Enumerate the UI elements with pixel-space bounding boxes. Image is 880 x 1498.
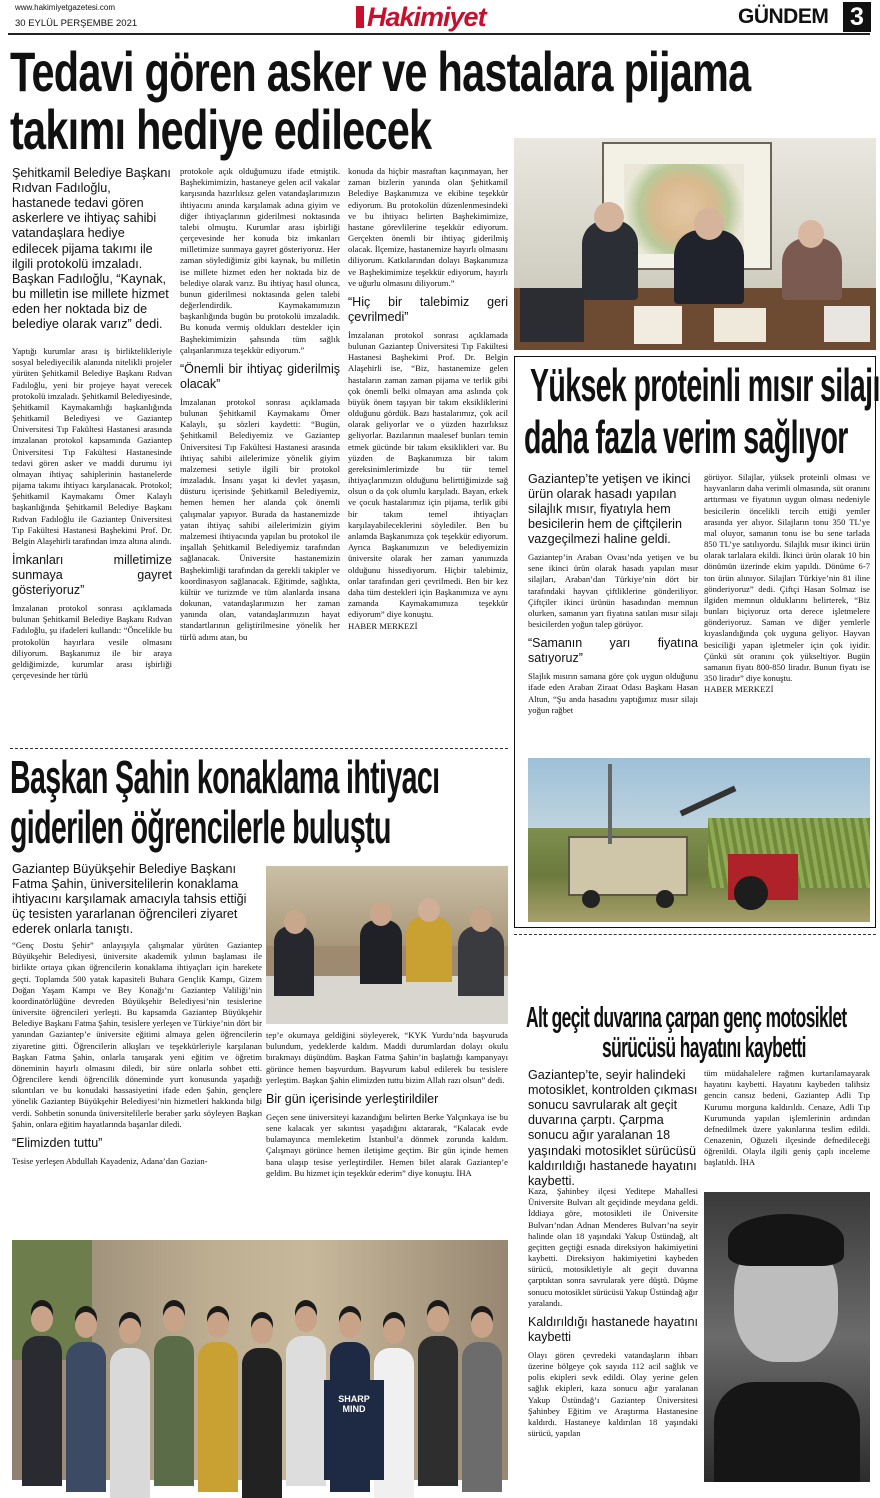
section-divider [10,748,508,749]
group-person [22,1336,62,1486]
logo-text: Hakimiyet [367,2,486,32]
article3-col1 [12,940,262,1232]
article2-byline: HABER MERKEZİ [704,684,774,695]
document [714,308,766,342]
group-person-head [471,1312,493,1338]
article4-col1 [528,1186,698,1484]
article1-headline-line2: takımı hediye edilecek [10,98,432,161]
article4-col1-text: Kaza, Şahinbey ilçesi Yeditepe Mahallesi Üniversite Bulvarı alt geçidinde meydana geldi. İddiaya göre, motosikleti ile Üniversite Bulvarı’ndan Adnan Menderes Bulvarı’na seyir halinde olan 18 yaşındaki Yakup Üstündağ, alt geçitten geçtiği esnada direksiyon hakimiyetini kaybetti. Direksiyon hakimiyetini kaybeden sürücü, motosikletiyle alt geçit duvarına çarptıktan sonra savrularak yere düştü. Düşme sonucu motosiklet sürücüsü Yakup Üstündağ ağır yaralandı. [528,1186,698,1308]
article1-byline: HABER MERKEZİ [348,621,418,632]
article2-col1 [528,552,698,752]
article2-col1-text: Gaziantep’in Araban Ovası’nda yetişen ve bu sene ikinci ürün olarak hasadı yapılan mısır silajları, Araban’dan Türkiye’nin dört bir tarafındaki hayvan çiftliklerine gönderiliyor. Çiftçiler ikinci ürünün hasadından memnun olurken, samanın yarı fiyatına satılan mısır silajı besicilerden yoğun talep görüyor. [528,552,698,630]
article2-col1b-text: Slajlık mısırın samana göre çok uygun olduğunu ifade eden Araban Ziraat Odası Başkanı Hasan Altun, “Şu anda hasadını yaptığımız mısır silajı yoğun rağbet [528,671,698,715]
article1-col3 [348,166,508,736]
group-person-head [295,1306,317,1332]
pajama-package [520,288,584,342]
article3-col2 [266,1030,508,1240]
article1-col3b-text: İmzalanan protokol sonrası açıklamada bulunan Gaziantep Üniversitesi Tıp Fakültesi Hastanesi Başhekimi Prof. Dr. Belgin Alaşehirli ise, “Biz, hastanemize gelen hastaların zaman zaman pijama ve terlik gibi çok önemli belki olmayan ama aslında çok büyük önem taşıyan bir takım eksikliklerini olduğunu gördük. Bazı hastalarımız, çok acil olarak geliyorlar ve o yüzden hazırlıksız geliyorlar. Bazılarının maalesef bunları temin etmek gücünde bir takım eksiklikleri var. Bu yüzden de Başkanımıza bir takım gereksinimlerimizde bu tür temel ihtiyaçlarımızın olduğunu belirttiğimizde sağ olsun o da çok olumlu karşıladı. Bayan, erkek ve çocuk hastalarımız için pijama, terlik gibi bir takım temel ihtiyaçları karşılayabileceklerini söylediler. Ben bu anlamda Başkanımıza çok teşekkür ediyorum. Ayrıca Başkanımızın ve belediyemizin üniversite olarak her zaman yanımızda olduğunu hissediyorum. Hiçbir talebimiz, onlar tarafından geri çevrilmedi. Ben bir kez daha tüm destekleri için Başkanımıza ve aynı zamanda Kaymakamımıza teşekkür ediyorum” diye konuştu. [348,329,508,620]
group-person-head [207,1312,229,1338]
article2-headline-line2: daha fazla verim sağlıyor [524,411,848,463]
article1-col2-text: protokole açık olduğumuzu ifade etmiştik. Başhekimimizin, hastaneye gelen acil vakalar karşısında hazırlıksız gelen vatandaşlarımızın ihtiyacını anında karşılamak adına giyim ve diğer ihtiyaçlarının giderilmesi noktasında talebi olmuştu. Kurumlar arası işbirliği çerçevesinde her konuda biz imkanları milletimize sunmaya gayret gösteriyoruz. Her zaman söylediğimiz gibi kaynak, bu milletin ise millete hizmet eden her noktada biz de belediye olarak varız. Bu ihtiyaç hasıl olunca, bunun giderilmesi noktasında gelen talebi değerlendirdik. Kaymakamımızın başkanlığında bugün bu protokolü imzaladık. Bu konuda vermiş oldukları destekler için Başhekimimizin şahsında tüm sağlık çalışanlarımıza teşekkür ediyorum.” [180,166,340,355]
article3-col1b-text: Tesise yerleşen Abdullah Kayadeniz, Adana’dan Gazian- [12,1155,208,1166]
article4-headline-line2: sürücüsü hayatını kaybetti [602,1032,806,1064]
article1-col1b-text: İmzalanan protokol sonrası açıklamada bulunan Şehitkamil Belediye Başkanı Rıdvan Fadıloğlu, şu ifadeleri kullandı: “Öncelikle bu protokolün hayırlara vesile olmasını diliyorum. Başkanımız ile bir araya geldiğimizde, kurumlar arası işbirliği çerçevesinde her türlü [12,603,172,681]
article3-headline-line2: giderilen öğrencilerle buluştu [10,801,391,853]
group-person [154,1336,194,1486]
article3-col2b-text: Geçen sene üniversiteyi kazandığını belirten Berke Yalçınkaya ise bu sene kalacak yer sıkıntısı yaşadığını aktararak, “Kalacak evde bulamayınca memleketim İstanbul’a dönmek zorunda kaldım. Çalışmayı görünce hemen iletişime geçtim. Bir gün içinde hemen bana ulaşıp tesise yerleştirdiler. Hemen bilet alarak Gaziantep’e geldim. Bu hizmet için teşekkür ederim” diye konuştu. İHA [266,1111,508,1178]
group-person-head [163,1306,185,1332]
group-person-head [119,1318,141,1344]
article1-col1-text: Yaptığı kurumlar arası iş birliktelikleriyle sosyal belediyecilik alanında nitelikli projeler yürüten Şehitkamil Belediye Başkanı Rıdvan Fadıloğlu, yeni bir projeye hayat verecek protokolü imzaladı. Şehitkamil Belediyesinde, Şehitkamil Kaymakamlığı başkanlığında Şehitkamil Belediyesi ve Gaziantep Üniversitesi Tıp Fakültesi Hastanesi arasında imzalanan protokol kapsamında Gaziantep Üniversitesi Tıp Fakültesi Hastanesinde tedavi gören asker ve maddi durumu iyi olmayan ihtiyaç sahiplerinin hastanelerde pijama takımı ihtiyacı karşılanacak. Protokol; Şehitkamil Kaymakamı Ömer Kalaylı başkanlığında Şehitkamil Belediye Başkanı Rıdvan Fadıloğlu ile Gaziantep Üniversitesi Tıp Fakültesi Hastanesi Başhekimi Prof. Dr. Belgin Alaşehirli tarafından imza altına alındı. [12,346,172,546]
hair [728,1214,844,1266]
document [824,306,870,342]
student [458,926,504,996]
article3-col2-text: tep’e okumaya geldiğini söyleyerek, “KYK Yurdu’nda başvuruda bulundum, yedeklerde kaldım. Maddi durumlardan dolayı okulu bırakmayı düşündüm. Başkan Fatma Şahin’in başlattığı kampanyayı görünce hemen başvurdum. Başvurum kabul edilerek bu tesislere yerleştim. Başkan Şahin elimizden tuttu bizim Allah razı olsun” dedi. [266,1030,508,1085]
website-url: www.hakimiyetgazetesi.com [15,3,116,12]
article1-subhead2: “Önemli bir ihtiyaç giderilmiş olacak” [180,361,340,391]
shirt [714,1382,860,1482]
article4-headline [518,1004,874,1066]
article4-headline-line1: Alt geçit duvarına çarpan genç motosiklet [526,1002,847,1034]
mayor [406,916,452,982]
article4-col2 [704,1068,870,1192]
article2-subhead1: “Samanın yarı fiyatına satıyoruz” [528,636,698,666]
person-center [674,230,744,304]
issue-date: 30 EYLÜL PERŞEMBE 2021 [15,18,138,29]
group-person-head [339,1312,361,1338]
article3-subhead2: Bir gün içerisinde yerleştirildiler [266,1091,439,1106]
signing-ceremony-photo [514,138,876,350]
group-person [462,1342,502,1492]
article1-col1 [12,346,172,746]
section-divider [514,934,876,935]
group-person-head [427,1306,449,1332]
article1-subhead1: İmkanları milletimize sunmaya gayret gösteriyoruz” [12,553,172,598]
group-person-head [31,1306,53,1332]
article1-subhead3: “Hiç bir talebimiz geri çevrilmedi” [348,294,508,324]
article3-headline [10,751,510,858]
article2-col2-text: görüyor. Silajlar, yüksek proteinli olması ve hayvanların daha verimli olmasında, süt oranını arttırması ve fiyatının uygun olması nedeniyle besicilerin öncelikli tercih ettiği yemler arasında yer alıyor. Silajların tonu 350 TL’ye mal oluyor, samanın tonu ise bu sene tarlada 850 TL’ye satılıyordu. Silajlık mısır ikinci ürün olarak tarlalara ekildi. İkinci ürün olarak 10 bin dönümün üzerinde ekim yapıldı. Dönüme 6-7 ton ürün alınıyor. Silajları Türkiye’nin 81 iline gönderiyoruz” dedi. Çiftçi Hasan Solmaz ise ilgiden memnun olduklarını belirterek, “Biz bunları biçiyoruz orta derece işletmelere gönderiyoruz. Saman ve diğer yemlerle kıyaslandığında çok uyguna geliyor. Hayvan besiciliği yapan işletmeler için çok iyidir. Çünkü süt oranını çok yükseltiyor. Bugün samanın fiyatı 800-850 liradır. Bunun fiyatı ise 350 liradır” diye konuştu. [704,472,870,684]
article3-col1-text: “Genç Dostu Şehir” anlayışıyla çalışmalar yürüten Gaziantep Büyükşehir Belediyesi, üniversite akademik yılının başlaması ile birlikte ortaya çıkan öğrencilerin konaklama ihtiyaçları için harekete geçti. Toplamda 500 yatak kapasiteli Buhara Gençlik Kampı, Gizem Doğan Yaşam Kampı ve Bey Konağı’nı Gaziantep Valiliği’nin koordinatörlüğüne devreden Büyükşehir Belediyesi’nin tesislerine üniversite öğrencileri yerleşti. Bu kapsamda Gaziantep Büyükşehir Belediye Başkanı Fatma Şahin, tesislere yerleşen ve Türkiye’nin dört bir yanından Gaziantep’e üniversite eğitimi almaya gelen öğrencilerin ziyaretine gitti. Öğrencilerin alkışları ve teşekkürleriyle karşılanan Başkan Fatma Şahin, onlarla tanışarak yeni eğitim ve öğretim döneminin hayırlı olmasını diledi, bir süre onlarla sohbet etti. Öğrencilere kendi öğrencilik döneminde yurt konusunda yaşadığı sıkıntıları ve bu konudaki hassasiyetini ifade eden Şahin, gençlere yönelik Gaziantep Büyükşehir Belediyesi’nin hizmetleri hakkında bilgi verdi. Sohbetin sonunda üniversitelilerle beraber şarkı söyleyen Başkan Şahin, onlara eğitim hayatlarında başarılar diledi. [12,940,262,1129]
article3-subhead1: “Elimizden tuttu” [12,1135,103,1150]
group-person [66,1342,106,1492]
meeting-students-photo [266,866,508,1024]
student [274,926,314,996]
article1-col3-text: konuda da hiçbir masraftan kaçınmayan, her zaman bizlerin yanında olan Şehitkamil Belediye Başkanımıza ve ekibine teşekkür ediyorum. Bu protokolün düzenlenmesindeki ve bu ihtiyacı belirten Başhekimimize, hastane görevlilerine teşekkür ediyorum. Gerçekten önemli bir ihtiyaç giderilmiş olacak. İlçemize, hastanemize hayırlı olmasını diliyorum. Katkılarından dolayı Başkanımıza ve Başhekimimize teşekkür ediyorum, hayırlı ve uğurlu olmasını diliyorum.” [348,166,508,288]
article2-headline-line1: Yüksek proteinli mısır silajı [530,359,880,411]
article3-lead: Gaziantep Büyükşehir Belediye Başkanı Fatma Şahin, üniversitelilerin konaklama ihtiyacını karşılamak amacıyla tahsis ettiği üç tesisten yararlanan öğrencileri ziyaret ederek onlarla tanıştı. [12,862,247,937]
group-person [110,1348,150,1498]
article4-subhead1: Kaldırıldığı hastanede hayatını kaybetti [528,1314,698,1344]
page-number: 3 [843,2,871,32]
article4-lead: Gaziantep’te, seyir halindeki motosiklet, kontrolden çıkması sonucu savrularak alt geçit duvarına çarptı. Çarpma sonucu ağır yaralanan 18 yaşındaki motosiklet sürücüsü kaldırıldığı hastanede hayatını kaybetti. [528,1068,698,1188]
group-person-head [383,1318,405,1344]
corn-harvest-photo [528,758,870,922]
logo-mark-icon [356,6,364,28]
document [634,306,682,344]
article2-col2 [704,472,870,752]
article1-col2b-text: İmzalanan protokol sonrası açıklamada bulunan Şehitkamil Kaymakamı Ömer Kalaylı, şu sözleri kaydetti: “Bugün, Şehitkamil Belediyemiz ve Gaziantep Üniversitesi Tıp Fakültesi Hastanesi arasında ihtiyaç sahibi ailelerimize yönelik giyim malzemesi setiyle ilgili bir protokol imzaladık. İnsanı yaşat ki devlet yaşasın, düsturu içerisinde Şehitkamil Belediyemiz, hemen hemen her alanda çok önemli çalışmalar yapıyor. Burada da hastanemizde yatan ihtiyaç sahibi ailelerimizin giyim malzemesi ihtiyacında yapılan bu protokol ile inşallah Şehitkamil Belediyemiz tarafından sağlanacak. Üniversite hastanemizin Başhekimliği tarafından da gerekli takipler ve koordinasyon sağlanacak. Eğitimde, sağlıkta, kültür ve turizmde ve tüm alanlarda insana dokunan, vatandaşlarımızın her zaman yanında olan, vatandaşlarımızın hayat standartlarının geliştirilmesine yönelik her türlü adımı atan, bu [180,396,340,642]
official [360,920,402,984]
group-person-head [75,1312,97,1338]
group-person [242,1348,282,1498]
group-person [286,1336,326,1486]
group-person [418,1336,458,1486]
group-photo [12,1240,508,1480]
article1-headline-line1: Tedavi gören asker ve hastalara pijama [10,40,751,103]
student-navy-shirt [324,1380,384,1480]
article4-col2-text: tüm müdahalelere rağmen kurtarılamayarak hayatını kaybetti. Hayatını kaybeden talihsiz gencin cansız bedeni, Gaziantep Adli Tıp Kurumu morguna kaldırıldı. Cenaze, Adli Tıp Kurumunda yapılan işlemlerinin ardından defnedilmek üzere yakınlarına teslim edildi. Cenazenin, Oğuzeli ilçesinde defnedileceği öğrenildi. Olayla ilgili geniş çaplı inceleme başlatıldı. İHA [704,1068,870,1168]
person-left [582,220,638,300]
article2-lead: Gaziantep’te yetişen ve ikinci ürün olarak hasadı yapılan silajlık mısır, fiyatıyla hem besicilerin hem de çiftçilerin vazgeçilmezi haline geldi. [528,472,691,547]
article4-col1b-text: Olayı gören çevredeki vatandaşların ihbarı üzerine bölgeye çok sayıda 112 acil sağlık ve polis ekipleri sevk edildi. Olay yerine gelen sağlık ekipleri, kaza sonucu ağır yaralanan Yakup Üstündağ’ı Gaziantep Üniversitesi Şahinbey Eğitim ve Araştırma Hastanesine kaldırdı. Hastaneye kaldırılan 18 yaşındaki sürücü, yapılan [528,1349,698,1439]
shirt-print: SHARP MIND [338,1394,370,1414]
section-name: GÜNDEM [738,5,829,28]
article3-headline-line1: Başkan Şahin konaklama ihtiyacı [10,751,440,803]
silage-trailer [568,836,688,896]
group-person [198,1342,238,1492]
group-person-head [251,1318,273,1344]
article1-lead: Şehitkamil Belediye Başkanı Rıdvan Fadıloğlu, hastanede tedavi gören askerlere ve ihtiyaç sahibi vatandaşlara hediye edilecek pijama takımı ile ilgili protokolü imzaladı. Başkan Fadıloğlu, “Kaynak, bu milletin ise millete hizmet eden her noktada biz de belediye olarak varız” dedi. [12,166,171,332]
power-pole [608,764,612,844]
article2-headline [522,359,880,463]
article1-col2 [180,166,340,746]
logo [356,2,540,34]
victim-portrait-photo [704,1192,870,1482]
